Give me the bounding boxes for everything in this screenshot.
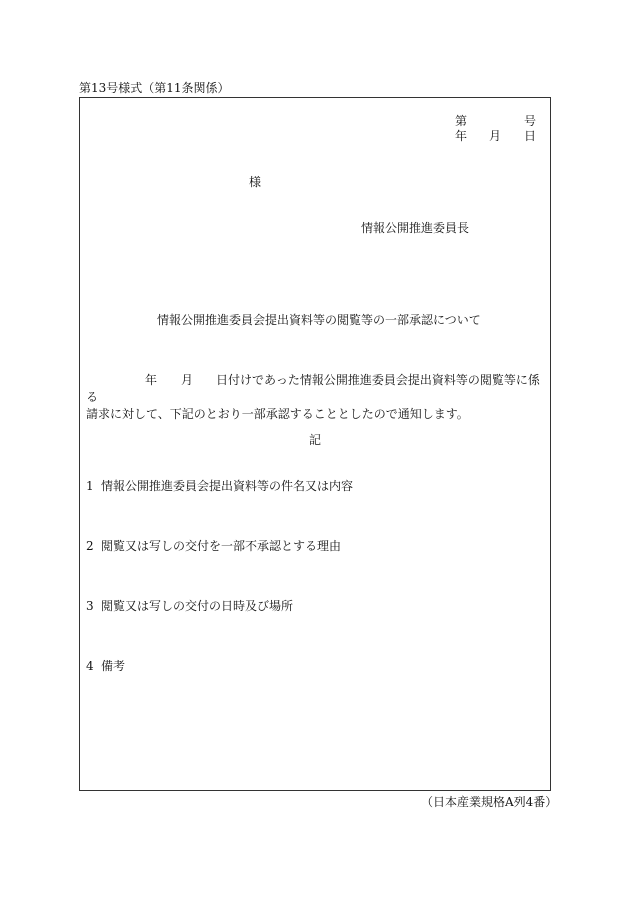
- form-label: 第13号様式（第11条関係）: [79, 81, 230, 95]
- document-title: 情報公開推進委員会提出資料等の閲覧等の一部承認について: [157, 313, 481, 327]
- ki-heading: 記: [309, 433, 322, 447]
- body-month: 月: [181, 373, 194, 387]
- body-line2: 請求に対して、下記のとおり一部承認することとしたので通知します。: [86, 407, 469, 421]
- issue-number-prefix: 第: [455, 114, 468, 128]
- issue-date-month: 月: [489, 129, 502, 143]
- issue-date-day: 日: [524, 129, 537, 143]
- issue-number-suffix: 号: [524, 114, 537, 128]
- item-1-number: 1: [86, 479, 94, 493]
- body-year: 年: [145, 373, 158, 387]
- sender-title: 情報公開推進委員長: [361, 221, 470, 235]
- item-3-number: 3: [86, 599, 94, 613]
- body-line1: 日付けであった情報公開推進委員会提出資料等の閲覧等に係る: [86, 373, 540, 404]
- item-2-number: 2: [86, 539, 94, 553]
- paper-size-note: （日本産業規格A列4番）: [421, 795, 558, 809]
- body-paragraph: [86, 372, 548, 423]
- item-1-text: 情報公開推進委員会提出資料等の件名又は内容: [101, 479, 354, 493]
- item-4-number: 4: [86, 659, 94, 673]
- addressee-suffix: 様: [249, 175, 262, 189]
- item-4-text: 備考: [101, 659, 126, 673]
- item-2-text: 閲覧又は写しの交付を一部不承認とする理由: [101, 539, 342, 553]
- item-3-text: 閲覧又は写しの交付の日時及び場所: [101, 599, 294, 613]
- issue-date-year: 年: [455, 129, 468, 143]
